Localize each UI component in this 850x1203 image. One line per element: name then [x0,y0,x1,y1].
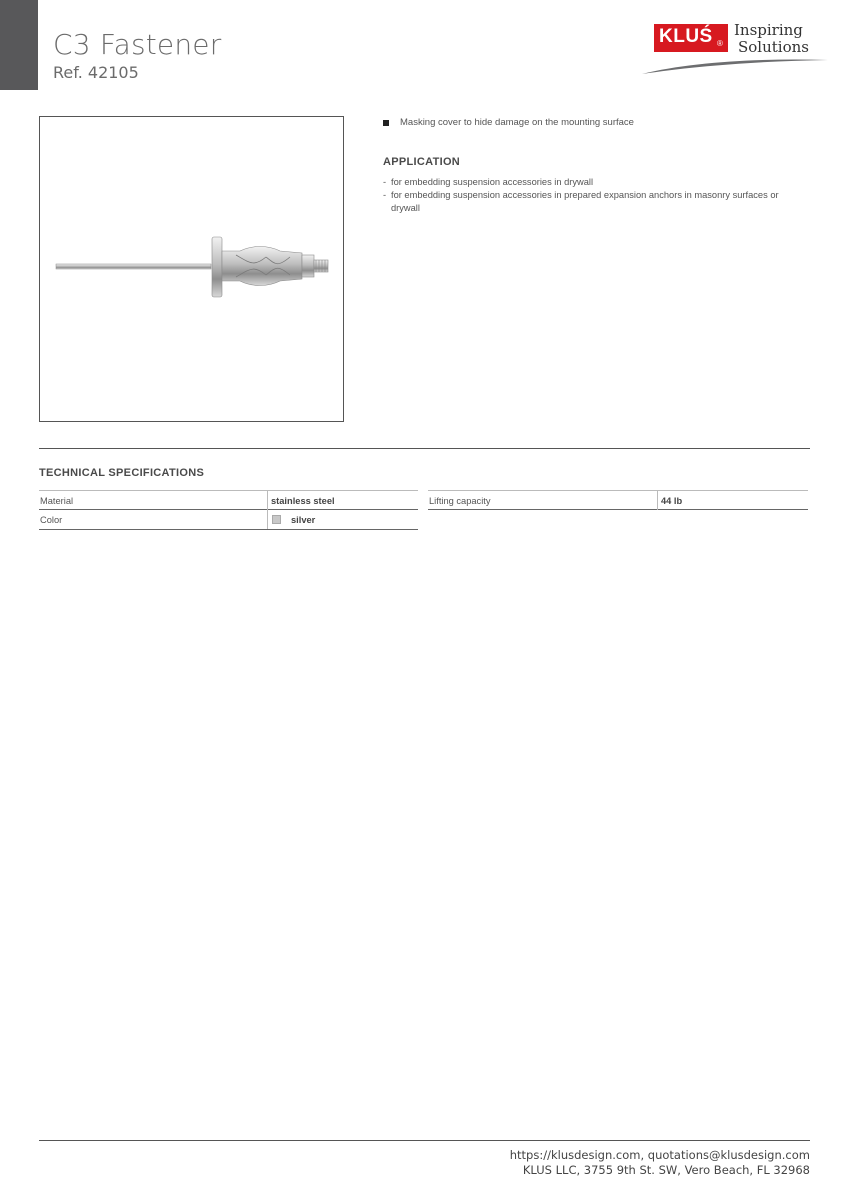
spec-value: stainless steel [267,491,418,510]
logo-tagline-line-2: Solutions [738,38,809,56]
square-bullet-icon [383,120,389,126]
fastener-illustration [40,117,345,423]
table-row [39,510,418,530]
spec-value: 44 lb [657,491,808,510]
footer-address: KLUS LLC, 3755 9th St. SW, Vero Beach, FL 32968 [522,1163,810,1177]
logo-tagline-line-1: Inspiring [734,21,803,39]
color-swatch-icon [272,515,281,524]
logo-registered-mark: ® [717,39,723,48]
side-tab-accent [0,0,38,90]
footer-contact: https://klusdesign.com, quotations@klusdesign.com [509,1148,810,1162]
brand-logo [640,20,830,78]
spec-value: silver [291,515,316,525]
spec-label: Lifting capacity [429,496,491,506]
feature-text: Masking cover to hide damage on the mounting surface [400,117,634,128]
feature-item [383,117,634,128]
section-divider [39,448,810,449]
specs-table-right [428,490,808,510]
footer [510,1148,810,1178]
product-image [39,116,344,422]
application-list [383,176,808,215]
product-title: C3 Fastener [53,28,222,61]
product-ref: Ref. 42105 [53,63,139,82]
footer-divider [39,1140,810,1141]
spec-value-color [267,510,418,529]
logo-swoosh-icon [640,56,830,76]
logo-wordmark: KLUŚ [659,26,713,47]
table-row [39,490,418,510]
application-item: - for embedding suspension accessories in drywall [383,176,808,189]
application-heading: APPLICATION [383,156,461,168]
spec-label: Color [40,515,63,525]
specs-heading: TECHNICAL SPECIFICATIONS [39,467,205,479]
table-row [428,490,808,510]
specs-table-left [39,490,418,530]
spec-label: Material [40,496,74,506]
application-item: - for embedding suspension accessories in prepared expansion anchors in masonry surfaces or drywall [383,189,808,215]
